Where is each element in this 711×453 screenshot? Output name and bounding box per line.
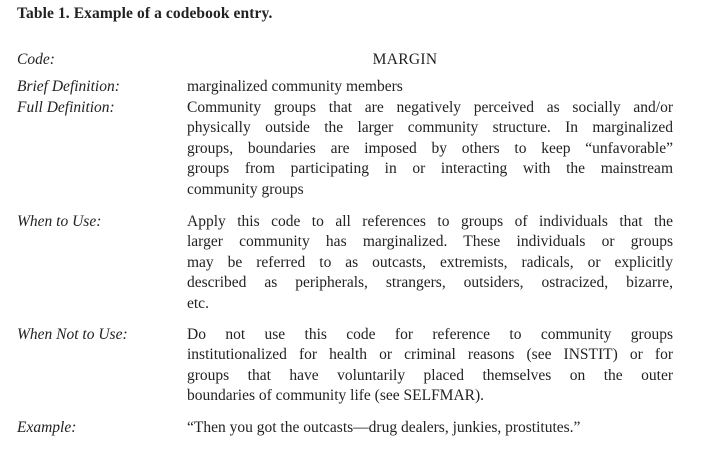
entry-label: When to Use: xyxy=(17,213,102,230)
entry-line: groups that have voluntarily placed themselves on the outer xyxy=(187,366,673,384)
entry-line: Apply this code to all references to groups of individuals that the xyxy=(187,213,673,230)
entry-line: groups from participating in or interacting with the mainstream xyxy=(187,160,673,178)
entry-line: Do not use this code for reference to community groups xyxy=(187,326,673,343)
entry-line: may be referred to as outcasts, extremists, radicals, or explicitly xyxy=(187,253,673,271)
entry-value xyxy=(187,418,673,438)
entry-value xyxy=(187,325,673,407)
entry-value xyxy=(187,50,623,70)
entry-line: Community groups that are negatively perceived as socially and/or xyxy=(187,99,673,116)
entry-line: described as peripherals, strangers, outsiders, ostracized, bizarre, xyxy=(187,274,673,292)
entry-label: Brief Definition: xyxy=(17,78,120,95)
entry-line: larger community has marginalized. These individuals or groups xyxy=(187,233,673,251)
entry-value xyxy=(187,212,673,314)
table-caption: Table 1. Example of a codebook entry. xyxy=(17,5,273,22)
entry-line: groups, boundaries are imposed by others to keep “unfavorable” xyxy=(187,139,673,157)
entry-value xyxy=(187,77,673,97)
entry-label: Example: xyxy=(17,419,77,436)
entry-label: Full Definition: xyxy=(17,99,115,116)
entry-line: MARGIN xyxy=(372,51,438,68)
entry-label: Code: xyxy=(17,51,55,68)
entry-line: boundaries of community life (see SELFMAR). xyxy=(187,387,485,405)
entry-line: “Then you got the outcasts—drug dealers, junkies, prostitutes.” xyxy=(187,419,581,436)
entry-line: physically outside the larger community structure. In marginalized xyxy=(187,119,673,137)
entry-line: etc. xyxy=(187,294,209,312)
entry-line: community groups xyxy=(187,180,304,198)
entry-label: When Not to Use: xyxy=(17,326,128,343)
entry-line: institutionalized for health or criminal reasons (see INSTIT) or for xyxy=(187,346,673,364)
entry-value xyxy=(187,98,673,200)
entry-line: marginalized community members xyxy=(187,78,403,95)
